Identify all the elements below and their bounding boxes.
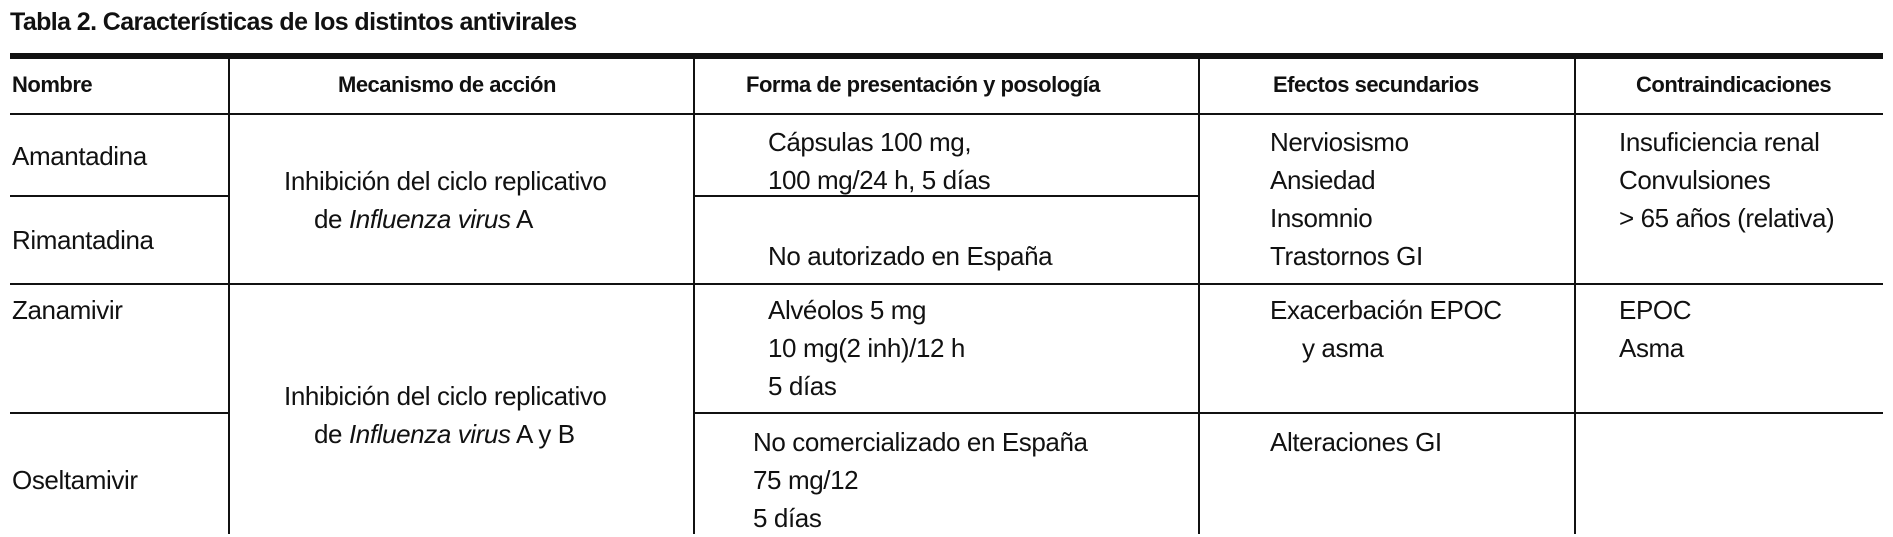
header-efectos: Efectos secundarios (1273, 72, 1479, 97)
cell-efectos-zanamivir (1270, 291, 1502, 367)
efecto-item: Ansiedad (1270, 165, 1376, 195)
forma-line: 10 mg(2 inh)/12 h (768, 333, 965, 363)
efecto-item: Nerviosismo (1270, 127, 1409, 157)
col-divider-2 (693, 59, 695, 534)
header-divider (10, 113, 1883, 115)
table-title: Tabla 2. Características de los distintos antivirales (10, 8, 577, 36)
cell-mecanismo-adamantanos (284, 162, 606, 238)
mecanismo-line-1: Inhibición del ciclo replicativo (284, 381, 607, 411)
header-mecanismo: Mecanismo de acción (338, 72, 556, 97)
cell-nombre-rimantadina: Rimantadina (12, 225, 154, 255)
efecto-item: Exacerbación EPOC (1270, 295, 1502, 325)
cell-efectos-oseltamivir: Alteraciones GI (1270, 427, 1442, 457)
cell-efectos-adamantanos (1270, 123, 1423, 275)
efecto-item: Insomnio (1270, 203, 1373, 233)
cell-nombre-zanamivir: Zanamivir (12, 295, 123, 325)
mecanismo-line-2 (284, 415, 606, 453)
mecanismo-virus-name: Influenza virus (348, 419, 511, 449)
table-top-rule (10, 53, 1883, 59)
mecanismo-line-2 (284, 200, 606, 238)
rule-nombre-amantadina (10, 195, 228, 197)
rule-nombre-zanamivir (10, 412, 228, 414)
mecanismo-prefix: de (314, 204, 349, 234)
efecto-item: y asma (1302, 333, 1384, 363)
rule-right-zanamivir (693, 412, 1883, 414)
mecanismo-prefix: de (314, 419, 349, 449)
col-divider-1 (228, 59, 230, 534)
mecanismo-suffix: A y B (510, 419, 575, 449)
forma-line: No comercializado en España (753, 427, 1088, 457)
col-divider-3 (1198, 59, 1200, 534)
group-divider (10, 283, 1883, 285)
cell-contra-zanamivir (1619, 291, 1691, 367)
forma-line: 75 mg/12 (753, 465, 859, 495)
contra-item: Asma (1619, 333, 1684, 363)
contra-item: > 65 años (relativa) (1619, 203, 1835, 233)
header-nombre: Nombre (12, 72, 93, 97)
col-divider-4 (1574, 59, 1576, 534)
cell-forma-oseltamivir (753, 423, 1088, 537)
cell-forma-zanamivir (768, 291, 965, 405)
cell-nombre-oseltamivir: Oseltamivir (12, 465, 138, 495)
cell-forma-amantadina (768, 123, 990, 199)
mecanismo-line-1: Inhibición del ciclo replicativo (284, 166, 607, 196)
forma-line: 5 días (753, 503, 822, 533)
contra-item: Insuficiencia renal (1619, 127, 1820, 157)
mecanismo-suffix: A (510, 204, 533, 234)
forma-line: 5 días (768, 371, 837, 401)
mecanismo-virus-name: Influenza virus (348, 204, 511, 234)
contra-item: EPOC (1619, 295, 1692, 325)
header-contra: Contraindicaciones (1636, 72, 1832, 97)
contra-item: Convulsiones (1619, 165, 1771, 195)
cell-mecanismo-neuraminidasa (284, 377, 606, 453)
cell-contra-adamantanos (1619, 123, 1834, 237)
cell-nombre-amantadina: Amantadina (12, 141, 147, 171)
forma-line: 100 mg/24 h, 5 días (768, 165, 991, 195)
cell-forma-rimantadina: No autorizado en España (768, 241, 1053, 271)
forma-line: Alvéolos 5 mg (768, 295, 927, 325)
efecto-item: Trastornos GI (1270, 241, 1423, 271)
header-forma: Forma de presentación y posología (746, 72, 1100, 97)
forma-line: Cápsulas 100 mg, (768, 127, 972, 157)
